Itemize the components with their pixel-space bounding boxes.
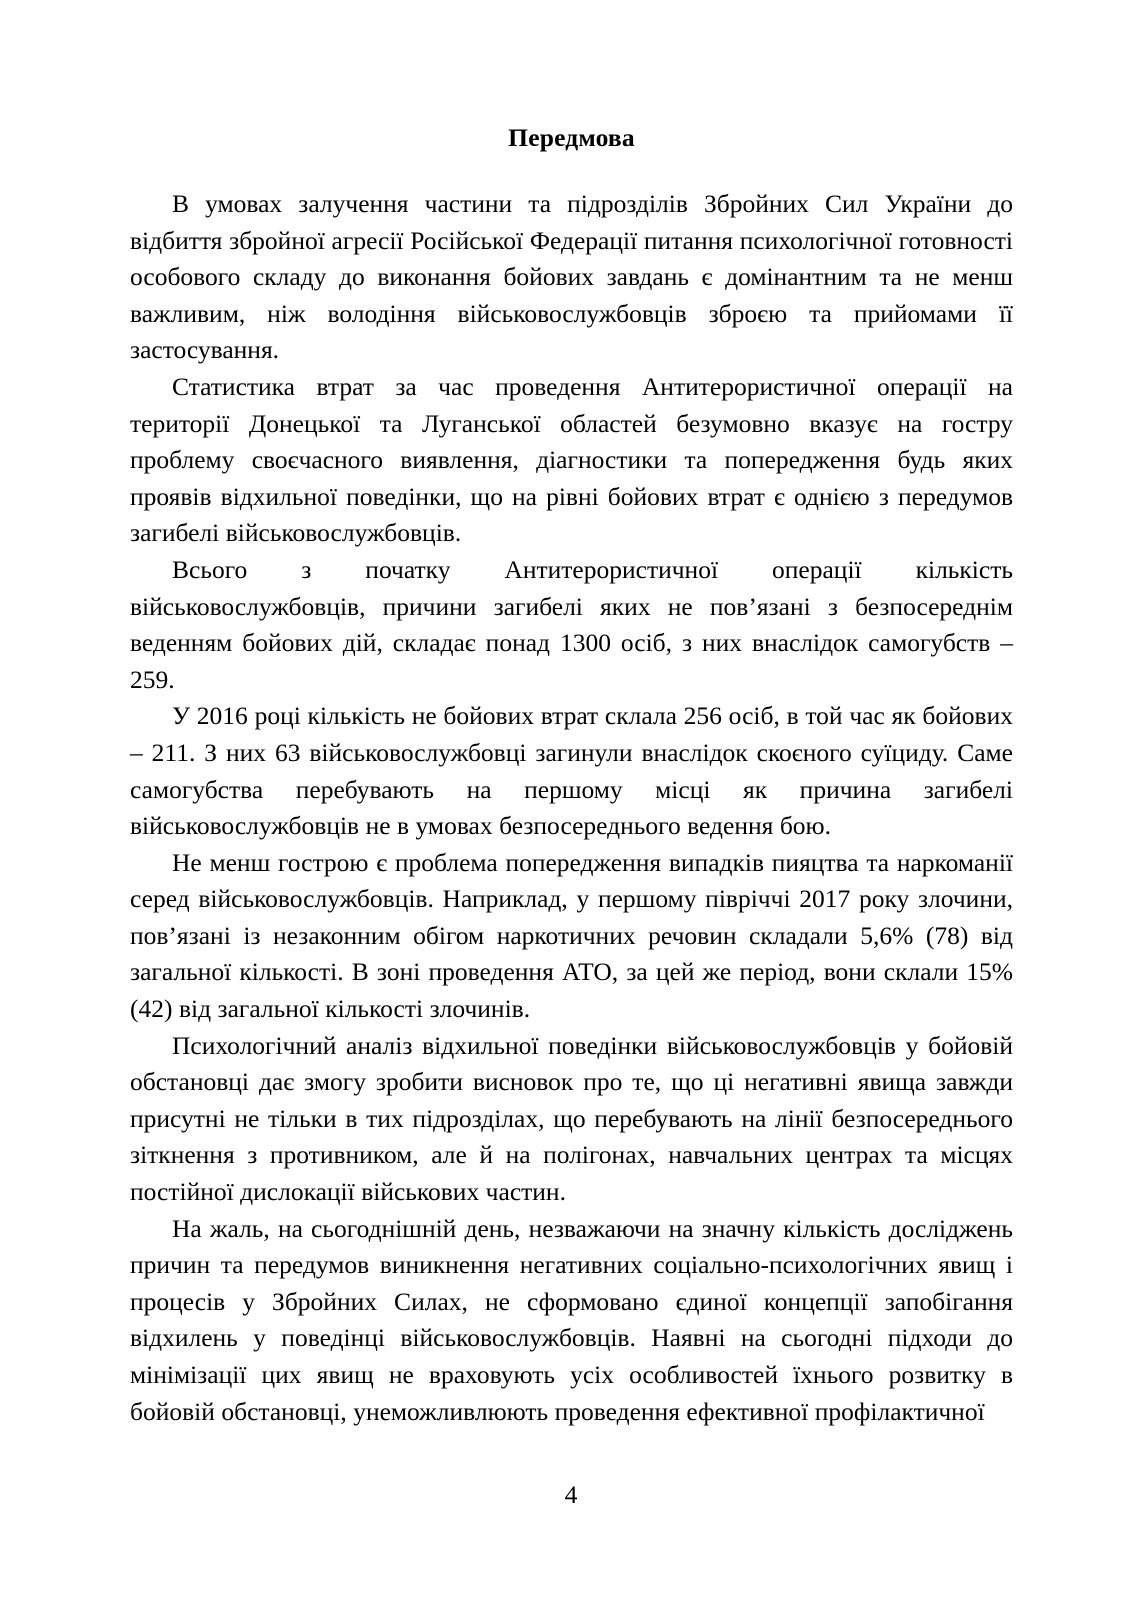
page-title: Передмова (508, 123, 635, 152)
paragraph-6: Психологічний аналіз відхильної поведінки військовослужбовців у бойовій обстановці дає змогу зробити висновок про те, що ці негативні явища завжди присутні не тільки в тих підрозділах, що перебувають на лінії безпосереднього зіткнення з противником, але й на полігонах, навчальних центрах та місцях постійної дислокації військових частин. (130, 1030, 1013, 1207)
paragraph-5: Не менш гострою є проблема попередження випадків пияцтва та наркоманії серед військовослужбовців. Наприклад, у першому півріччі 2017 року злочини, пов’язані із незаконним обігом наркотичних речовин складали 5,6% (78) від загальної кількості. В зоні проведення АТО, за цей же період, вони склали 15% (42) від загальної кількості злочинів. (130, 847, 1013, 1024)
paragraph-3: Всього з початку Антитерористичної операції кількість військовослужбовців, причини загибелі яких не пов’язані з безпосереднім веденням бойових дій, складає понад 1300 осіб, з них внаслідок самогубств – 259. (130, 554, 1013, 694)
page-number: 4 (564, 1480, 578, 1509)
page-content (130, 120, 1013, 1430)
paragraph-1: В умовах залучення частини та підрозділів Збройних Сил України до відбиття збройної агресії Російської Федерації питання психологічної готовності особового складу до виконання бойових завдань є домінантним та не менш важливим, ніж володіння військовослужбовців зброєю та прийомами її застосування. (130, 189, 1013, 365)
paragraph-4: У 2016 році кількість не бойових втрат склала 256 осіб, в той час як бойових – 211. З них 63 військовослужбовці загинули внаслідок скоєного суїциду. Саме самогубства перебувають на першому місці як причина загибелі військовослужбовців не в умовах безпосереднього ведення бою. (130, 701, 1013, 841)
paragraph-7: На жаль, на сьогоднішній день, незважаючи на значну кількість досліджень причин та передумов виникнення негативних соціально-психологічних явищ і процесів у Збройних Силах, не сформовано єдиної концепції запобігання відхилень у поведінці військовослужбовців. Наявні на сьогодні підходи до мінімізації цих явищ не враховують усіх особливостей їхнього розвитку в бойовій обстановці, унеможливлюють проведення ефективної профілактичної (130, 1213, 1013, 1426)
paragraph-2: Статистика втрат за час проведення Антитерористичної операції на території Донецької та Луганської областей безумовно вказує на гостру проблему своєчасного виявлення, діагностики та попередження будь яких проявів відхильної поведінки, що на рівні бойових втрат є однією з передумов загибелі військовослужбовців. (130, 371, 1013, 548)
